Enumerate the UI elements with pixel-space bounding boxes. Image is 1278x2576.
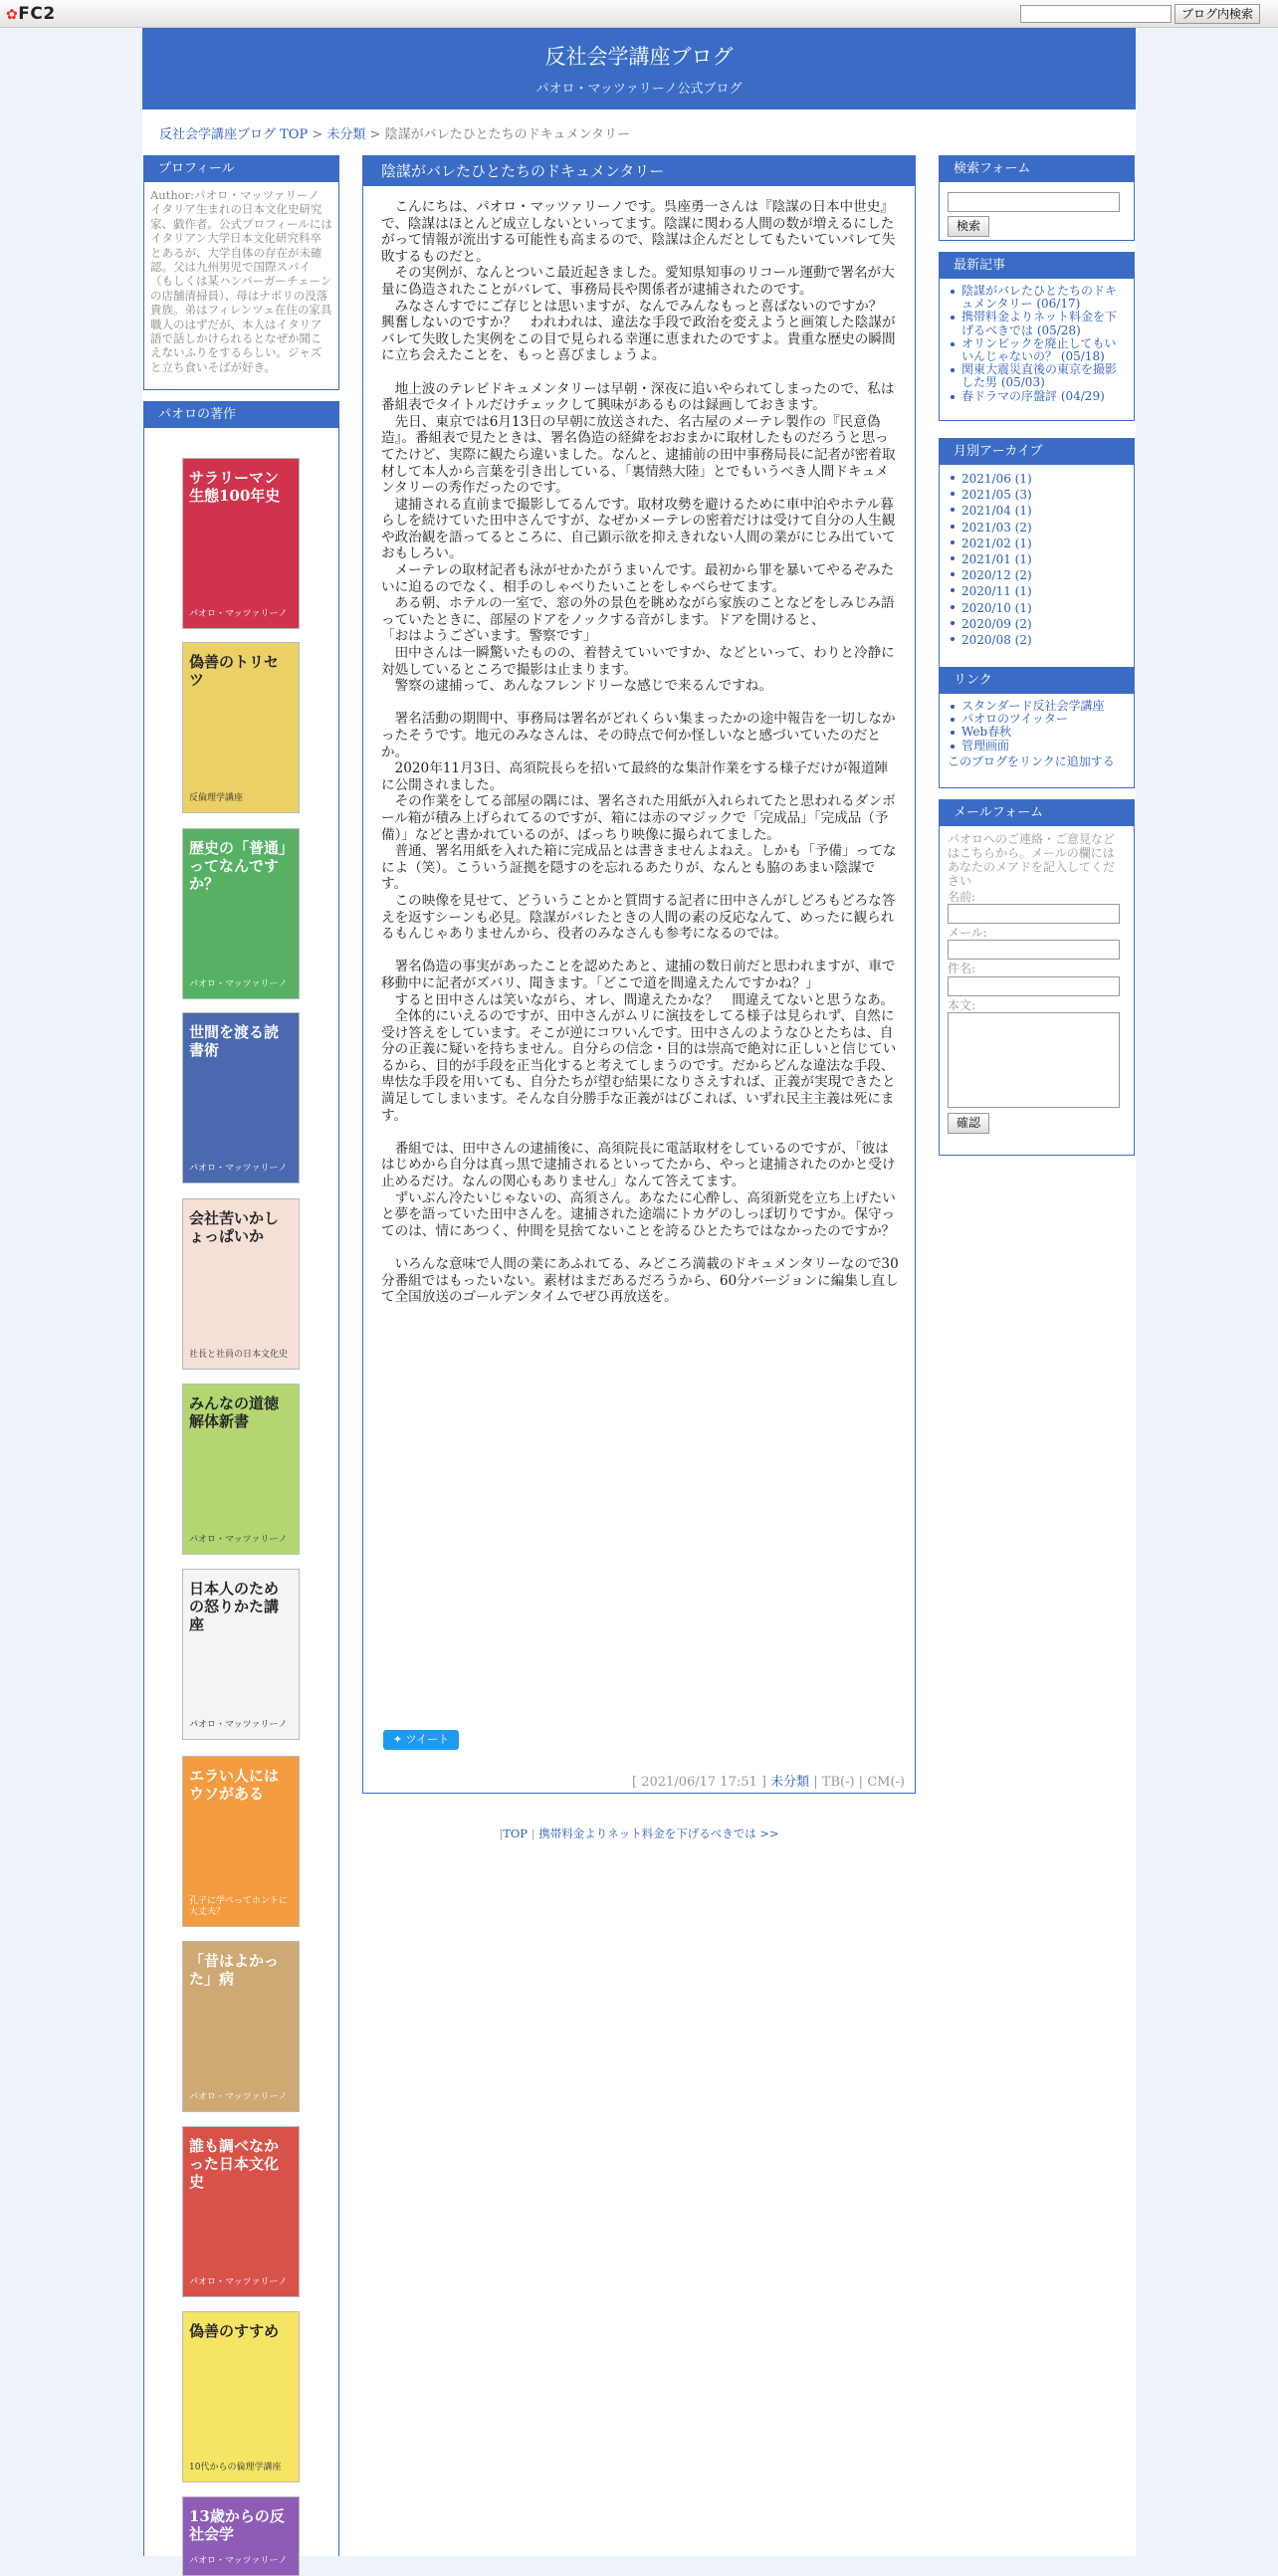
book-title: サラリーマン生態100年史 — [189, 469, 281, 505]
book-title: 13歳からの反社会学 — [189, 2507, 285, 2543]
profile-box — [143, 155, 339, 390]
book-title: みんなの道徳解体新書 — [189, 1395, 280, 1430]
profile-text: イタリア生まれの日本文化史研究家、戯作者。公式プロフィールにはイタリアン大学日本文化研究科卒とあるが、大学自体の存在が未確認。父は九州男児で国際スパイ（もしくは某ハンバーガーチェーンの店舗清掃員）、母はナポリの没落貴族。弟はフィレンツェ在住の家具職人のはずだが、本人はイタリア語で話しかけられるとなぜか聞こえないふりをするらしい。ジャズと立ち食いそばが好き。 — [150, 202, 332, 374]
entry-paragraph: 「おはようございます。警察です」 — [381, 628, 597, 645]
book-cover[interactable] — [182, 1384, 300, 1555]
entry-paragraph — [381, 695, 901, 712]
entry-paragraph — [381, 1124, 901, 1141]
entry-category-link[interactable]: 未分類 — [770, 1775, 810, 1790]
book-title: 歴史の「普通」ってなんですか？ — [189, 839, 287, 893]
mail-name-input[interactable] — [948, 904, 1120, 924]
entry-box — [362, 155, 916, 1794]
sidebar-link[interactable]: スタンダード反社会学講座 — [948, 700, 1126, 713]
mail-subject-input[interactable] — [948, 976, 1120, 996]
book-cover[interactable] — [182, 1012, 300, 1183]
blog-header — [142, 28, 1136, 109]
entry-paragraph: その作業をしてる部屋の隅には、署名された用紙が入れられてたと思われるダンボール箱が積み上げられてるのですが、箱には赤のマジックで「完成品」「完成品（予備）」などと書かれているのが、ばっちり映像に撮られてました。 — [381, 793, 896, 843]
archive-month-link[interactable]: 2020/11 (1) — [948, 583, 1126, 599]
book-cover[interactable] — [182, 2496, 300, 2576]
book-title: エラい人にはウソがある — [189, 1767, 280, 1803]
mail-subject-label: 件名: — [948, 962, 976, 976]
book-subtitle: 孔子に学べってホントに大丈夫？ — [189, 1896, 289, 1917]
book-cover[interactable] — [182, 642, 300, 813]
book-title: 偽善のトリセツ — [189, 653, 279, 689]
book-cover[interactable] — [182, 828, 300, 999]
works-box — [143, 401, 339, 2566]
add-link-link[interactable]: このブログをリンクに追加する — [948, 753, 1115, 768]
blog-title[interactable]: 反社会学講座ブログ — [544, 45, 734, 69]
mail-heading: メールフォーム — [940, 800, 1134, 826]
book-subtitle: 反倫理学講座 — [189, 793, 244, 803]
pager-next-link[interactable]: 携帯料金よりネット料金を下げるべきでは >> — [538, 1826, 779, 1840]
entry-paragraph: 田中さんは一瞬驚いたものの、着替えていいですか、などといって、わりと冷静に対処しているところで撮影は止まります。 — [381, 645, 895, 678]
archive-month-link[interactable]: 2020/10 (1) — [948, 600, 1126, 616]
entry-paragraph: こんにちは、パオロ・マッツァリーノです。呉座勇一さんは『陰謀の日本中世史』で、陰謀はほとんど成立しないといってます。陰謀に関わる人間の数が増えるにしたがって情報が流出する可能性も高まるので、陰謀は企んだとしてもたいていバレて失敗するものだと。 — [381, 199, 896, 265]
entry-title[interactable]: 陰謀がバレたひとたちのドキュメンタリー — [363, 156, 915, 186]
links-box — [939, 667, 1135, 788]
entry-footer: [ 2021/06/17 17:51 ] 未分類 | TB(-) | CM(-) — [632, 1775, 905, 1790]
entry-paragraph: 全体的にいえるのですが、田中さんがムリに演技をしてる様子は見られず、自然に受け答えをしています。そこが逆にコワいんです。田中さんのようなひとたちは、自分の正義に疑いを持ちません。自分らの信念・目的は崇高で絶対に正しいと信じているから、目的が手段を正当化すると考えてしまうのです。だからどんな違法な手段、卑怯な手段を用いても、自分たちが望む結果になりさえすれば、正義が実現できたと満足してしまいます。そんな自分勝手な正義がはびこれば、いずれ民主主義は死にます。 — [381, 1008, 897, 1124]
book-title: 誰も調べなかった日本文化史 — [189, 2137, 280, 2191]
archive-month-link[interactable]: 2020/12 (2) — [948, 567, 1126, 583]
recent-entry-link[interactable]: 関東大震災直後の東京を撮影した男 (05/03) — [948, 363, 1126, 389]
archive-month-link[interactable]: 2021/04 (1) — [948, 503, 1126, 519]
book-subtitle: 10代からの倫理学講座 — [189, 2463, 282, 2472]
mail-body-textarea[interactable] — [948, 1012, 1120, 1108]
entry-paragraph: 警察の逮捕って、あんなフレンドリーな感じで来るんですね。 — [381, 678, 773, 695]
book-title: 世間を渡る読書術 — [189, 1023, 280, 1059]
sidebar-link[interactable]: パオロのツイッター — [948, 713, 1126, 726]
entry-paragraph: ある朝、ホテルの一室で、窓の外の景色を眺めながら家族のことなどをしみじみ語っていたときに、部屋のドアをノックする音がします。ドアを開けると、 — [381, 595, 895, 628]
recent-list — [948, 285, 1126, 403]
entry-date: [ 2021/06/17 17:51 ] — [632, 1775, 766, 1790]
entry-body — [381, 199, 901, 1306]
profile-heading: プロフィール — [144, 156, 338, 182]
book-title: 偽善のすすめ — [189, 2322, 280, 2340]
links-heading: リンク — [940, 668, 1134, 694]
book-title: 「昔はよかった」病 — [189, 1952, 280, 1988]
fc2-logo-icon: ✿ — [6, 7, 19, 23]
entry-paragraph: 署名偽造の事実があったことを認めたあと、逮捕の数日前だと思われますが、車で移動中に記者がズバリ、聞きます。「どこで道を間違えたんですかね？」 — [381, 959, 896, 991]
entry-paragraph: 先日、東京では6月13日の早朝に放送された、名古屋のメーテレ製作の『民意偽造』。番組表で見たときは、署名偽造の経緯をおおまかに取材したものだろうと思ってたけど、実際に観たら違いました。なんと、逮捕前の田中事務局長に記者が密着取材して本人から言葉を引き出している、「裏情熱大陸」とでもいうべき人間ドキュメンタリーの秀作だったのです。 — [381, 413, 896, 497]
mail-form-box — [939, 799, 1135, 1156]
trackback-link[interactable]: TB(-) — [821, 1775, 855, 1790]
blog-search-input[interactable] — [1020, 5, 1172, 23]
entry-paragraph: この映像を見せて、どういうことかと質問する記者に田中さんがしどろもどろな答えを返すシーンも必見。陰謀がバレたときの人間の素の反応なんて、めったに観られるもんじゃありませんから、役者のみなさんも参考になるのでは。 — [381, 892, 896, 943]
book-subtitle: パオロ・マッツァリーノ — [189, 609, 288, 619]
mail-email-label: メール: — [948, 926, 987, 941]
breadcrumb: 反社会学講座ブログ TOP > 未分類 > 陰謀がバレたひとたちのドキュメンタリー — [159, 127, 631, 142]
fc2-logo[interactable]: ✿FC2 — [6, 4, 56, 24]
entry-paragraph: 署名活動の期間中、事務局は署名がどれくらい集まったかの途中報告を一切しなかったそうです。地元のみなさんは、その時点で何か怪しいなと感づいていたのだとか。 — [381, 711, 896, 760]
recent-entries-box — [939, 252, 1135, 421]
blog-subtitle: パオロ・マッツァリーノ公式ブログ — [535, 82, 743, 97]
link-list — [948, 700, 1126, 752]
profile-author: Author:パオロ・マッツァリーノ — [150, 188, 320, 202]
book-cover[interactable] — [182, 1756, 300, 1927]
archive-month-link[interactable]: 2021/06 (1) — [948, 471, 1126, 487]
book-title: 日本人のための怒りかた講座 — [189, 1580, 280, 1633]
search-box — [939, 155, 1135, 241]
book-subtitle: パオロ・マッツァリーノ — [189, 2277, 288, 2287]
archive-month-link[interactable]: 2021/03 (2) — [948, 520, 1126, 536]
book-cover[interactable] — [182, 2311, 300, 2482]
recent-entry-link[interactable]: 携帯料金よりネット料金を下げるべきでは (05/28) — [948, 311, 1126, 336]
book-subtitle: パオロ・マッツァリーノ — [189, 979, 288, 989]
book-subtitle: パオロ・マッツァリーノ — [189, 1535, 288, 1545]
recent-heading: 最新記事 — [940, 253, 1134, 279]
book-subtitle: パオロ・マッツァリーノ — [189, 2092, 288, 2102]
fc2-toolbar — [0, 0, 1278, 28]
twitter-bird-icon: ✦ — [392, 1733, 403, 1746]
works-heading: パオロの著作 — [144, 402, 338, 428]
mail-name-label: 名前: — [948, 890, 976, 904]
entry-paragraph: 2020年11月3日、高須院長らを招いて最終的な集計作業をする様子だけが報道陣に公開されました。 — [381, 760, 889, 793]
entry-paragraph: 地上波のテレビドキュメンタリーは早朝・深夜に追いやられてしまったので、私は番組表でタイトルだけチェックして興味があるものは録画しておきます。 — [381, 380, 895, 414]
book-cover[interactable] — [182, 2126, 300, 2297]
entry-paragraph: その実例が、なんとついこ最近起きました。愛知県知事のリコール運動で署名が大量に偽造されたことがバレて、事務局長や関係者が逮捕されたのです。 — [381, 265, 895, 298]
mail-intro: パオロへのご連絡・ご意見などはこちらから。メールの欄にはあなたのメアドを記入してください — [948, 832, 1116, 888]
mail-confirm-button[interactable]: 確認 — [948, 1113, 989, 1134]
search-heading: 検索フォーム — [940, 156, 1134, 182]
entry-paragraph: ずいぶん冷たいじゃないの、高須さん。あなたに心酔し、高須新党を立ち上げたいと夢を語っていた田中さんを。逮捕された途端にトカゲのしっぽ切りですか。保守ってのは、情にあつく、仲間を見捨てないことを誇るひとたちではなかったのですか？ — [381, 1189, 896, 1239]
book-subtitle: パオロ・マッツァリーノ — [189, 2556, 288, 2566]
book-cover[interactable] — [182, 1941, 300, 2112]
comment-link[interactable]: CM(-) — [867, 1775, 905, 1790]
archive-month-link[interactable]: 2021/02 (1) — [948, 536, 1126, 551]
book-cover[interactable] — [182, 1198, 300, 1370]
entry-paragraph: すると田中さんは笑いながら、オレ、間違えたかな？ 間違えてないと思うなあ。 — [381, 991, 894, 1008]
blog-search-button[interactable]: ブログ内検索 — [1174, 4, 1260, 24]
archive-list — [948, 471, 1126, 648]
entry-paragraph: みなさんすでにご存じとは思いますが、なんでみんなもっと喜ばないのですか？ 興奮しないのですか？ われわれは、違法な手段で政治を変えようと画策した陰謀がバレて失敗した実例をこの目で見られる幸運に恵まれたのですよ。貴重な歴史の瞬間に立ち会えたことを、もっと喜びましょうよ。 — [381, 298, 896, 364]
book-subtitle: 社長と社員の日本文化史 — [189, 1350, 289, 1360]
pager: |TOP | 携帯料金よりネット料金を下げるべきでは >> — [499, 1826, 779, 1840]
search-input[interactable] — [948, 192, 1120, 212]
book-cover[interactable] — [182, 458, 300, 629]
archive-heading: 月別アーカイブ — [940, 439, 1134, 465]
breadcrumb-current: 陰謀がバレたひとたちのドキュメンタリー — [384, 127, 631, 142]
archive-month-link[interactable]: 2021/01 (1) — [948, 551, 1126, 567]
recent-entry-link[interactable]: 陰謀がバレたひとたちのドキュメンタリー (06/17) — [948, 285, 1126, 311]
tweet-button[interactable]: ✦ ツイート — [383, 1730, 459, 1750]
entry-paragraph: いろんな意味で人間の業にあふれてる、みどころ満載のドキュメンタリーなので30分番組ではもったいない。素材はまだあるだろうから、60分バージョンに編集し直して全国放送のゴールデンタイムでぜひ再放送を。 — [381, 1256, 899, 1306]
page-container — [142, 28, 1136, 2566]
archive-box — [939, 438, 1135, 682]
sidebar-link[interactable]: Web春秋 — [948, 726, 1126, 739]
book-subtitle: パオロ・マッツァリーノ — [189, 1164, 288, 1174]
entry-paragraph — [381, 1239, 901, 1256]
entry-paragraph: 番組では、田中さんの逮捕後に、高須院長に電話取材をしているのですが、「彼ははじめから自分は真っ黒で逮捕されるといってたから、やっと逮捕されたのかと受け止めるだけ。なんの関心もありません」なんて答えてます。 — [381, 1140, 896, 1190]
mail-body-label: 本文: — [948, 997, 976, 1012]
archive-month-link[interactable]: 2020/09 (2) — [948, 616, 1126, 632]
mail-email-input[interactable] — [948, 940, 1120, 960]
entry-paragraph: 普通、署名用紙を入れた箱に完成品とは書きませんよねえ。しかも「予備」ってなによ（笑）。こういう証拠を隠すのを忘れるあたりが、なんとも脇のあまい陰謀です。 — [381, 843, 897, 893]
archive-month-link[interactable]: 2021/05 (3) — [948, 487, 1126, 503]
archive-month-link[interactable]: 2020/08 (2) — [948, 632, 1126, 648]
entry-paragraph: メーテレの取材記者も泳がせかたがうまいんです。最初から罪を暴いてやるぞみたいに迫るのでなく、相手のしゃべりたいことをしゃべらせてます。 — [381, 562, 895, 595]
entry-paragraph: 逮捕される直前まで撮影してるんです。取材攻勢を避けるために車中泊やホテル暮らしを続けていた田中さんですが、なぜかメーテレの密着だけは受けて自分の人生観や政治観を語ってるところに、自己顕示欲を抑えきれない人間の業がにじみ出ていておもしろい。 — [381, 496, 896, 562]
book-title: 会社苦いかしょっぱいか — [189, 1209, 280, 1245]
entry-paragraph — [381, 943, 901, 960]
sidebar-link[interactable]: 管理画面 — [948, 740, 1126, 752]
breadcrumb-home-link[interactable]: 反社会学講座ブログ TOP — [159, 127, 309, 142]
breadcrumb-category-link[interactable]: 未分類 — [326, 127, 366, 142]
entry-paragraph — [381, 364, 901, 381]
recent-entry-link[interactable]: 春ドラマの序盤評 (04/29) — [948, 390, 1126, 403]
book-subtitle: パオロ・マッツァリーノ — [189, 1720, 288, 1730]
pager-top-link[interactable]: TOP — [503, 1826, 529, 1840]
book-cover[interactable] — [182, 1569, 300, 1740]
search-button[interactable]: 検索 — [948, 216, 989, 237]
recent-entry-link[interactable]: オリンピックを廃止してもいいんじゃないの？ (05/18) — [948, 337, 1126, 363]
